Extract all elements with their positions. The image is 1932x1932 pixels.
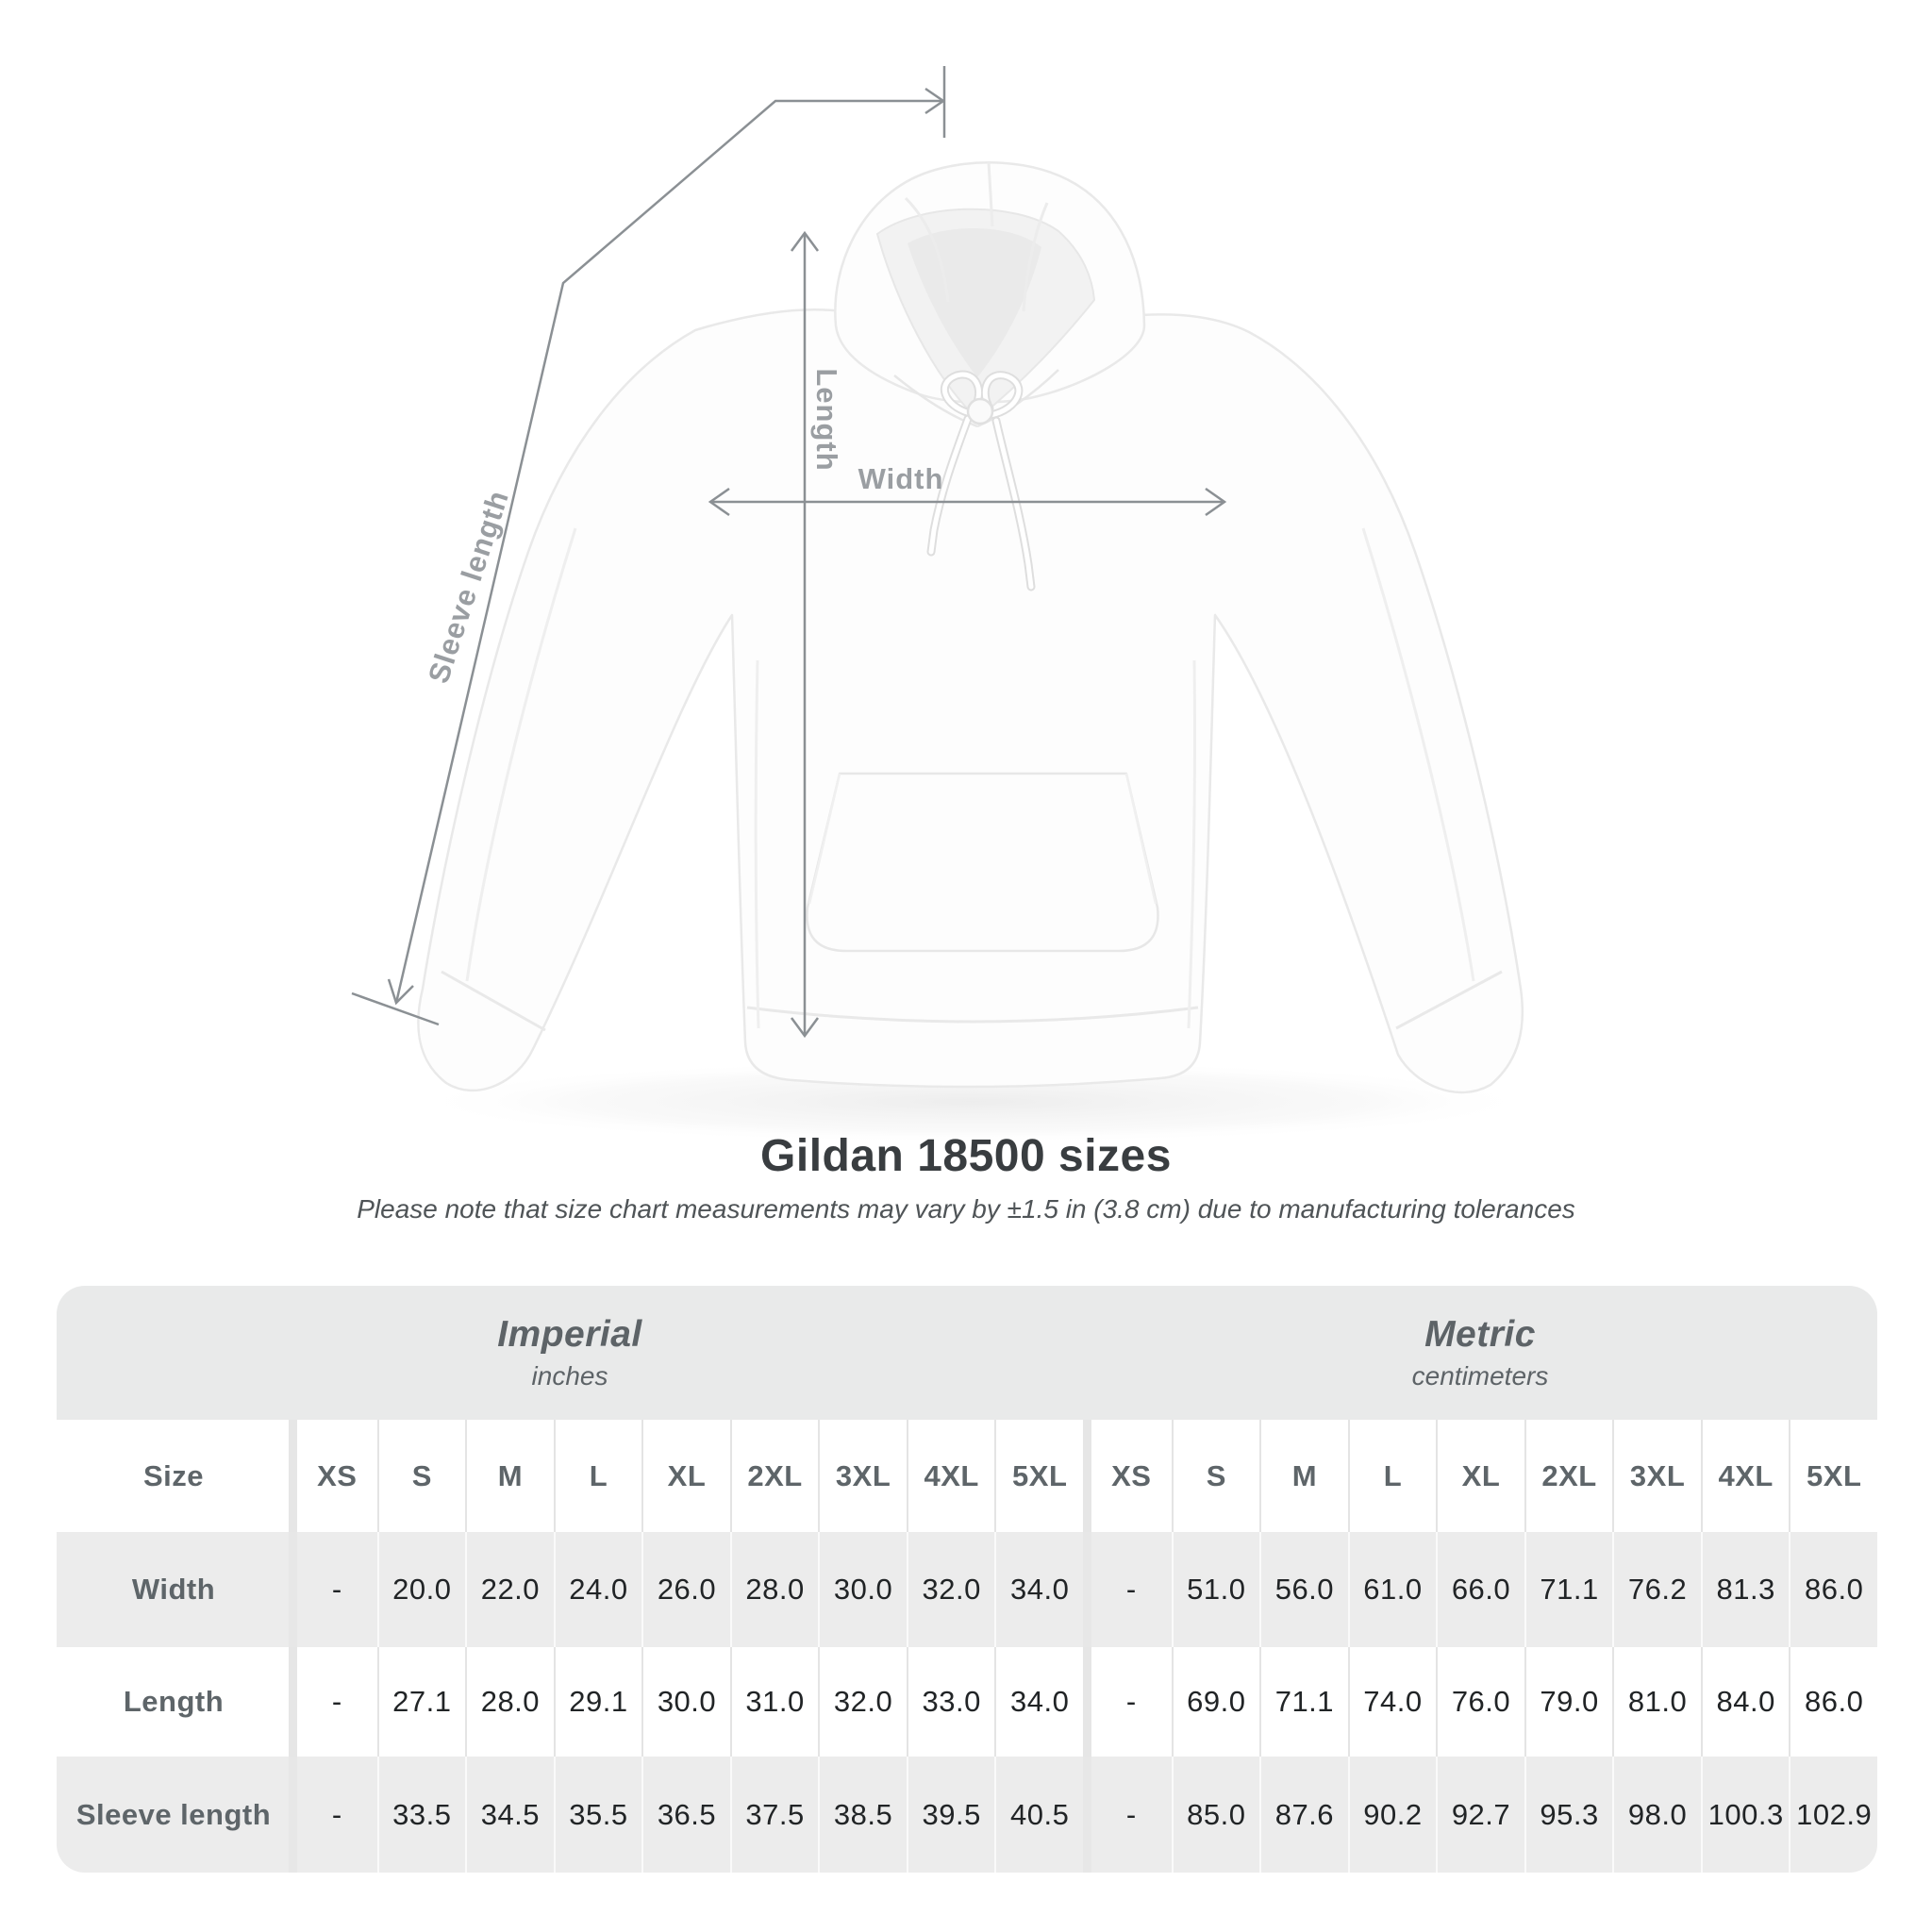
size-value-cell: 87.6 [1259, 1757, 1348, 1873]
tolerance-note: Please note that size chart measurements may vary by ±1.5 in (3.8 cm) due to manufacturing tolerances [357, 1194, 1575, 1224]
size-value-cell: 61.0 [1348, 1532, 1437, 1647]
size-value-cell: 95.3 [1524, 1757, 1613, 1873]
size-value-cell: 36.5 [641, 1757, 730, 1873]
size-value-cell: 74.0 [1348, 1647, 1437, 1757]
page-title: Gildan 18500 sizes [760, 1131, 1172, 1181]
size-column-header: M [465, 1420, 554, 1532]
size-value-cell: 90.2 [1348, 1757, 1437, 1873]
size-value-cell: 100.3 [1701, 1757, 1790, 1873]
size-value-cell: 34.0 [994, 1532, 1083, 1647]
size-value-cell: 32.0 [907, 1532, 995, 1647]
size-value-cell: 30.0 [818, 1532, 907, 1647]
metric-group-header [1083, 1286, 1877, 1420]
size-value-cell: 28.0 [730, 1532, 819, 1647]
size-value-cell: 56.0 [1259, 1532, 1348, 1647]
size-value-cell: 71.1 [1524, 1532, 1613, 1647]
size-value-cell: 102.9 [1789, 1757, 1877, 1873]
size-value-cell: 81.3 [1701, 1532, 1790, 1647]
size-column-header: L [554, 1420, 642, 1532]
size-column-title: Size [57, 1420, 289, 1532]
size-column-header: 4XL [1701, 1420, 1790, 1532]
row-label: Width [57, 1532, 289, 1647]
size-column-header: XL [1436, 1420, 1524, 1532]
size-value-cell: - [289, 1647, 377, 1757]
size-value-cell: 86.0 [1789, 1647, 1877, 1757]
metric-group-unit: centimeters [1411, 1361, 1549, 1391]
size-value-cell: - [1083, 1647, 1172, 1757]
size-value-cell: 84.0 [1701, 1647, 1790, 1757]
size-value-cell: 22.0 [465, 1532, 554, 1647]
imperial-group-label: Imperial [497, 1314, 642, 1355]
size-column-header: 5XL [1789, 1420, 1877, 1532]
size-value-cell: 33.0 [907, 1647, 995, 1757]
size-value-cell: - [1083, 1757, 1172, 1873]
size-column-header: L [1348, 1420, 1437, 1532]
size-value-cell: 79.0 [1524, 1647, 1613, 1757]
sleeve-length-measure-label: Sleeve length [421, 486, 516, 688]
size-column-header: 3XL [1612, 1420, 1701, 1532]
size-value-cell: 35.5 [554, 1757, 642, 1873]
size-value-cell: 26.0 [641, 1532, 730, 1647]
size-column-header: 2XL [730, 1420, 819, 1532]
size-value-cell: 34.5 [465, 1757, 554, 1873]
size-value-cell: 92.7 [1436, 1757, 1524, 1873]
unit-group-header [57, 1286, 1877, 1420]
size-column-header: 2XL [1524, 1420, 1613, 1532]
size-value-cell: 85.0 [1172, 1757, 1260, 1873]
size-value-cell: 28.0 [465, 1647, 554, 1757]
size-value-cell: 34.0 [994, 1647, 1083, 1757]
size-value-cell: 76.2 [1612, 1532, 1701, 1647]
size-value-cell: 51.0 [1172, 1532, 1260, 1647]
size-column-header: S [377, 1420, 466, 1532]
size-table [57, 1286, 1877, 1873]
size-value-cell: 76.0 [1436, 1647, 1524, 1757]
width-measure-label: Width [858, 462, 944, 495]
size-value-cell: 69.0 [1172, 1647, 1260, 1757]
size-value-cell: 29.1 [554, 1647, 642, 1757]
size-column-header: XS [289, 1420, 377, 1532]
hoodie-body [418, 309, 1523, 1092]
size-value-cell: 31.0 [730, 1647, 819, 1757]
size-value-cell: 81.0 [1612, 1647, 1701, 1757]
size-column-header: 4XL [907, 1420, 995, 1532]
size-column-header: S [1172, 1420, 1260, 1532]
row-label: Length [57, 1647, 289, 1757]
size-value-cell: 38.5 [818, 1757, 907, 1873]
size-value-cell: 20.0 [377, 1532, 466, 1647]
size-value-cell: 40.5 [994, 1757, 1083, 1873]
size-value-cell: 30.0 [641, 1647, 730, 1757]
size-value-cell: 32.0 [818, 1647, 907, 1757]
metric-group-label: Metric [1424, 1314, 1536, 1355]
size-column-header: XS [1083, 1420, 1172, 1532]
size-value-cell: 86.0 [1789, 1532, 1877, 1647]
size-column-header: M [1259, 1420, 1348, 1532]
size-value-cell: 37.5 [730, 1757, 819, 1873]
size-value-cell: 27.1 [377, 1647, 466, 1757]
size-value-cell: - [289, 1757, 377, 1873]
size-value-cell: 39.5 [907, 1757, 995, 1873]
size-value-cell: 66.0 [1436, 1532, 1524, 1647]
size-value-cell: 71.1 [1259, 1647, 1348, 1757]
row-label: Sleeve length [57, 1757, 289, 1873]
imperial-group-unit: inches [531, 1361, 608, 1391]
size-column-header: 5XL [994, 1420, 1083, 1532]
size-table-grid [57, 1420, 1877, 1873]
size-column-header: 3XL [818, 1420, 907, 1532]
imperial-group-header [57, 1286, 1083, 1420]
size-value-cell: 24.0 [554, 1532, 642, 1647]
size-value-cell: - [289, 1532, 377, 1647]
size-column-header: XL [641, 1420, 730, 1532]
kangaroo-pocket [808, 774, 1158, 951]
size-value-cell: 98.0 [1612, 1757, 1701, 1873]
size-value-cell: - [1083, 1532, 1172, 1647]
size-value-cell: 33.5 [377, 1757, 466, 1873]
length-measure-label: Length [810, 368, 843, 472]
